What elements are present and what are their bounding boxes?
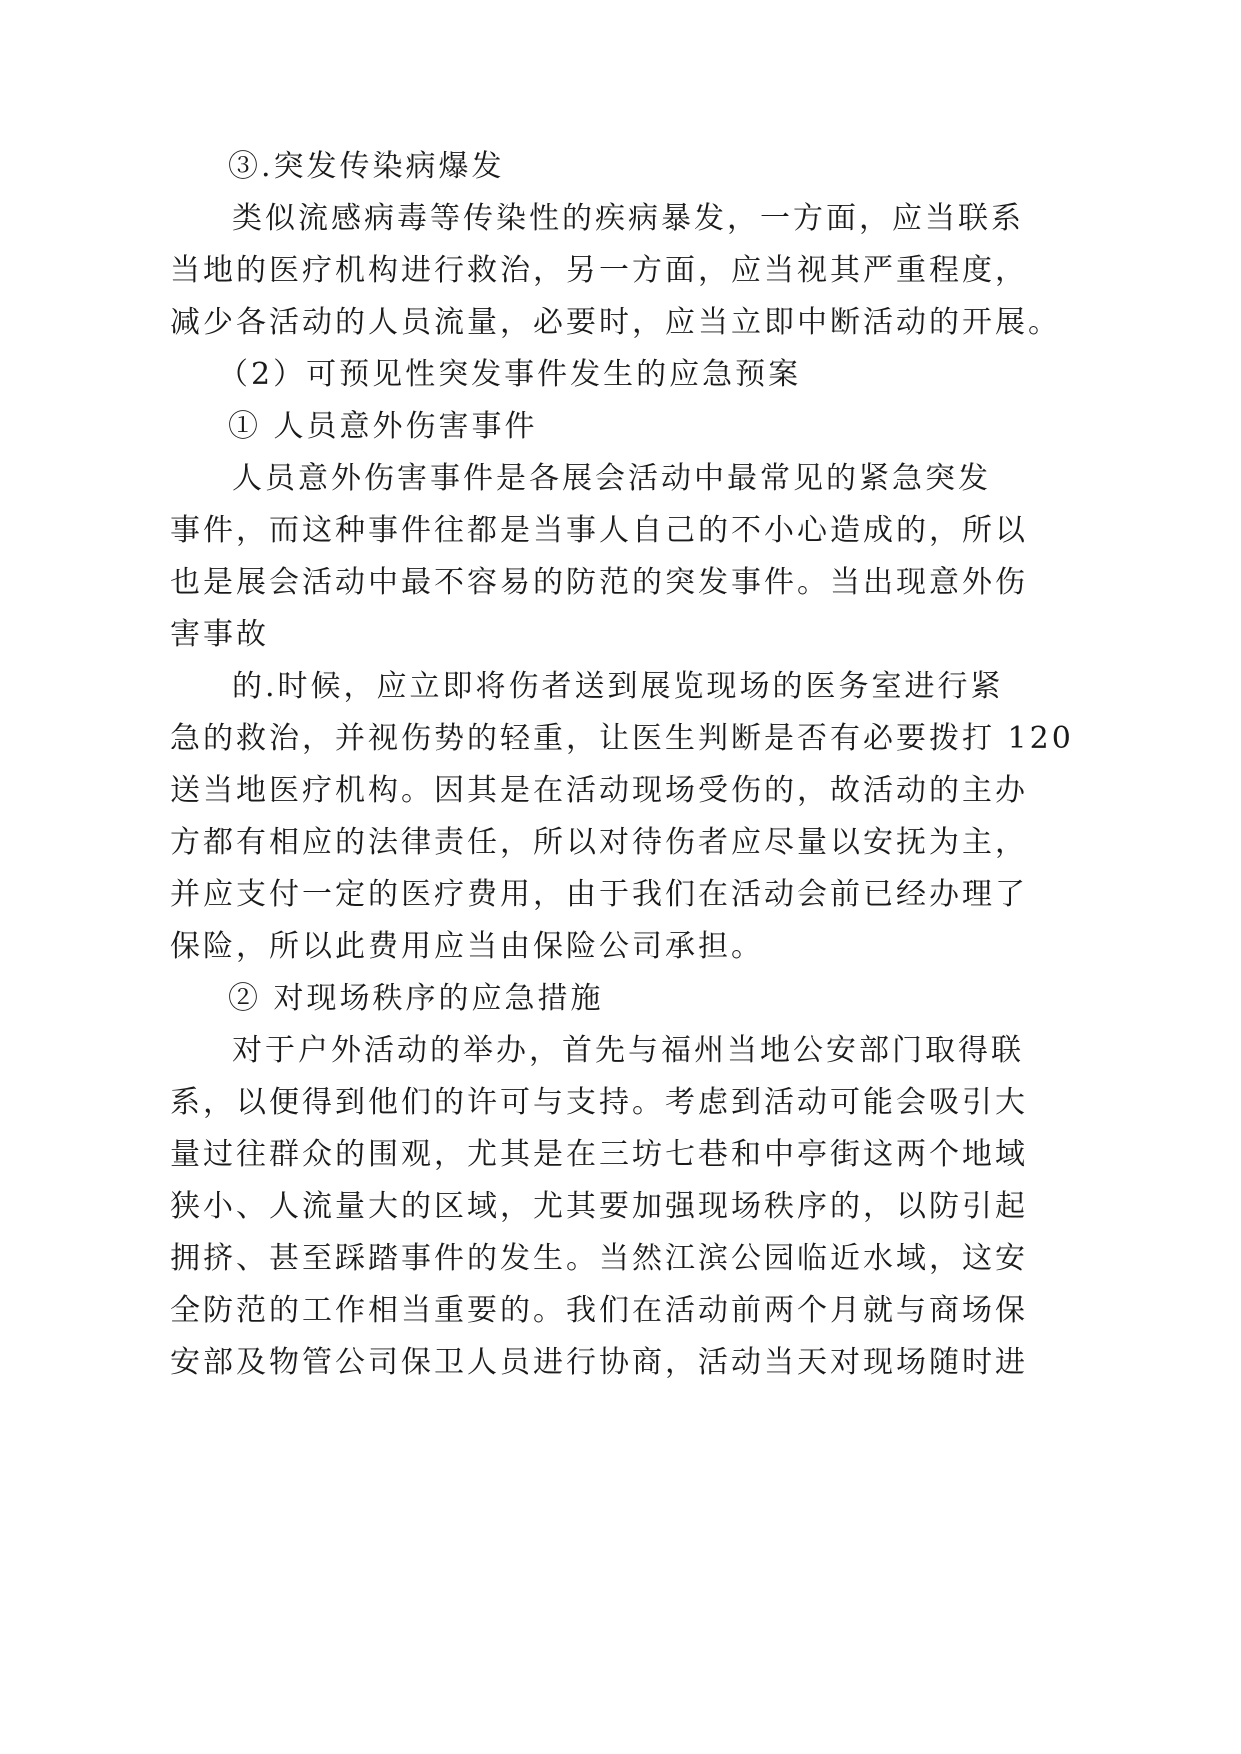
paragraph-line: 减少各活动的人员流量，必要时，应当立即中断活动的开展。 bbox=[170, 305, 1061, 340]
paragraph-line: 全防范的工作相当重要的。我们在活动前两个月就与商场保 bbox=[170, 1293, 1028, 1328]
heading-infectious-disease: ③.突发传染病爆发 bbox=[228, 149, 505, 184]
paragraph-line: 安部及物管公司保卫人员进行协商，活动当天对现场随时进 bbox=[170, 1345, 1028, 1380]
paragraph-line: 系，以便得到他们的许可与支持。考虑到活动可能会吸引大 bbox=[170, 1085, 1028, 1120]
paragraph-line: 类似流感病毒等传染性的疾病暴发，一方面，应当联系 bbox=[232, 201, 1024, 236]
heading-personnel-injury: ① 人员意外伤害事件 bbox=[228, 409, 538, 444]
paragraph-line: 急的救治，并视伤势的轻重，让医生判断是否有必要拨打 120 bbox=[170, 721, 1074, 756]
paragraph-line: 当地的医疗机构进行救治，另一方面，应当视其严重程度， bbox=[170, 253, 1028, 288]
paragraph-line: 量过往群众的围观，尤其是在三坊七巷和中亭街这两个地域 bbox=[170, 1137, 1028, 1172]
paragraph-line: 害事故 bbox=[170, 617, 269, 652]
paragraph-line: 拥挤、甚至踩踏事件的发生。当然江滨公园临近水域，这安 bbox=[170, 1241, 1028, 1276]
paragraph-line: 也是展会活动中最不容易的防范的突发事件。当出现意外伤 bbox=[170, 565, 1028, 600]
paragraph-line: 并应支付一定的医疗费用，由于我们在活动会前已经办理了 bbox=[170, 877, 1028, 912]
paragraph-line: 送当地医疗机构。因其是在活动现场受伤的，故活动的主办 bbox=[170, 773, 1028, 808]
paragraph-line: 事件，而这种事件往都是当事人自己的不小心造成的，所以 bbox=[170, 513, 1028, 548]
heading-predictable-emergency-plan: （2）可预见性突发事件发生的应急预案 bbox=[218, 357, 802, 392]
paragraph-line: 保险，所以此费用应当由保险公司承担。 bbox=[170, 929, 764, 964]
paragraph-line: 方都有相应的法律责任，所以对待伤者应尽量以安抚为主， bbox=[170, 825, 1028, 860]
paragraph-line: 对于户外活动的举办，首先与福州当地公安部门取得联 bbox=[232, 1033, 1024, 1068]
heading-site-order-measures: ② 对现场秩序的应急措施 bbox=[228, 981, 604, 1016]
paragraph-line: 人员意外伤害事件是各展会活动中最常见的紧急突发 bbox=[232, 461, 991, 496]
paragraph-line: 狭小、人流量大的区域，尤其要加强现场秩序的，以防引起 bbox=[170, 1189, 1028, 1224]
paragraph-line: 的.时候，应立即将伤者送到展览现场的医务室进行紧 bbox=[232, 669, 1004, 704]
